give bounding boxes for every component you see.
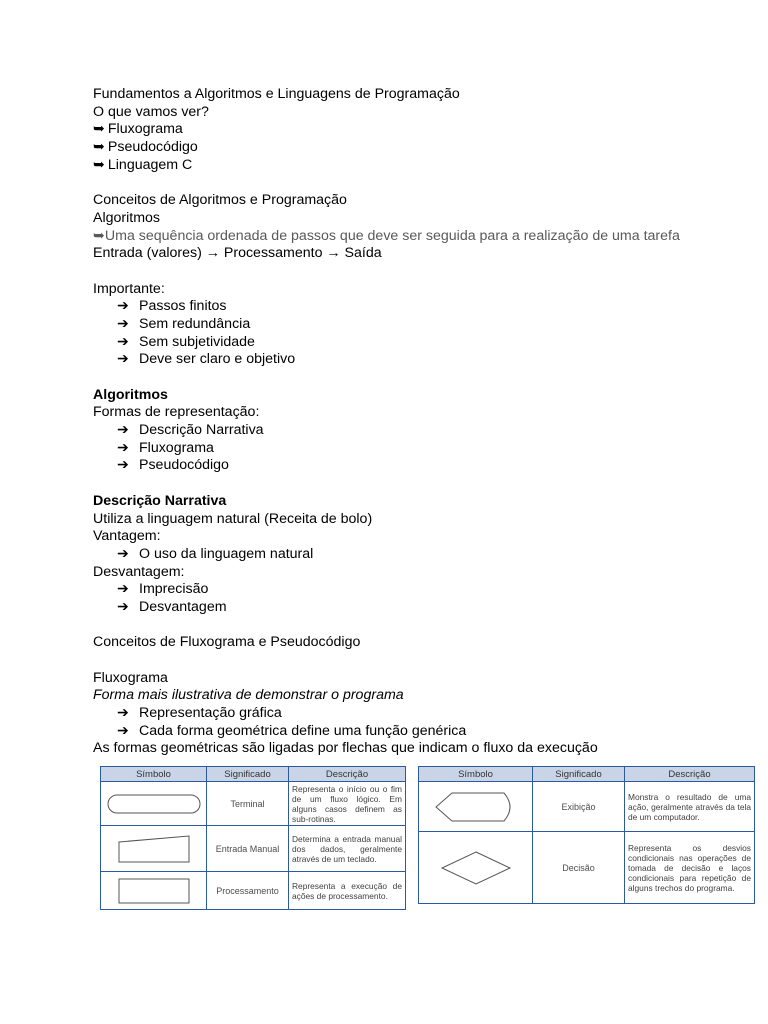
column-header: Significado xyxy=(207,767,289,782)
hook-arrow-icon: ➥ xyxy=(93,121,105,138)
narrativa-heading: Descrição Narrativa xyxy=(93,492,227,509)
arrow-icon: ➔ xyxy=(117,722,129,739)
decision-shape xyxy=(419,832,533,904)
flow-line: Entrada (valores) → Processamento → Saída xyxy=(93,245,382,262)
fluxograma-subtitle: Forma mais ilustrativa de demonstrar o programa xyxy=(93,687,404,704)
algorithm-definition: ➥Uma sequência ordenada de passos que deve ser seguida para a realização de uma tarefa xyxy=(93,227,680,244)
terminal-shape xyxy=(101,782,207,826)
symbol-meaning: Exibição xyxy=(533,782,625,832)
table-header-row xyxy=(419,767,755,782)
intro-question: O que vamos ver? xyxy=(93,103,209,120)
symbol-description: Representa a execução de ações de processamento. xyxy=(289,872,406,910)
table-row xyxy=(101,782,406,826)
arrow-icon: ➔ xyxy=(117,545,129,562)
document-body xyxy=(93,86,733,758)
manual-input-shape xyxy=(101,826,207,872)
list-item: ➔ Descrição Narrativa xyxy=(117,422,264,439)
column-header: Significado xyxy=(533,767,625,782)
intro-item: ➥ Pseudocódigo xyxy=(93,139,198,156)
column-header: Descrição xyxy=(289,767,406,782)
list-item: ➔ Cada forma geométrica define uma função genérica xyxy=(117,722,467,739)
importante-label: Importante: xyxy=(93,280,165,297)
narrativa-desc: Utiliza a linguagem natural (Receita de bolo) xyxy=(93,510,373,527)
arrow-icon: ➔ xyxy=(117,351,129,368)
arrow-icon: ➔ xyxy=(117,598,129,615)
symbols-table-right xyxy=(418,766,755,904)
list-item: ➔ Sem subjetividade xyxy=(117,333,255,350)
symbol-description: Monstra o resultado de uma ação, geralmente através da tela de um computador. xyxy=(625,782,755,832)
arrow-icon: ➔ xyxy=(117,581,129,598)
list-item: ➔ Passos finitos xyxy=(117,298,227,315)
vantagem-label: Vantagem: xyxy=(93,528,161,545)
table-row xyxy=(419,832,755,904)
column-header: Símbolo xyxy=(101,767,207,782)
symbols-table-left xyxy=(100,766,406,910)
symbol-meaning: Decisão xyxy=(533,832,625,904)
algoritmos-heading: Algoritmos xyxy=(93,386,168,403)
list-item: ➔ O uso da linguagem natural xyxy=(117,545,314,562)
list-item: ➔ Imprecisão xyxy=(117,581,209,598)
table-row xyxy=(419,782,755,832)
forms-label: Formas de representação: xyxy=(93,404,260,421)
list-item: ➔ Pseudocódigo xyxy=(117,457,229,474)
list-item: ➔ Desvantagem xyxy=(117,598,227,615)
symbol-description: Representa o início ou o fim de um fluxo lógico. Em alguns casos definem as sub-rotinas. xyxy=(289,782,406,826)
table-row xyxy=(101,826,406,872)
hook-arrow-icon: ➥ xyxy=(93,139,105,156)
arrow-icon: ➔ xyxy=(117,439,129,456)
column-header: Descrição xyxy=(625,767,755,782)
arrow-icon: ➔ xyxy=(117,422,129,439)
arrow-icon: ➔ xyxy=(117,315,129,332)
symbol-meaning: Processamento xyxy=(207,872,289,910)
concepts-heading: Conceitos de Algoritmos e Programação xyxy=(93,192,347,209)
table-row xyxy=(101,872,406,910)
list-item: ➔ Sem redundância xyxy=(117,315,251,332)
desvantagem-label: Desvantagem: xyxy=(93,563,185,580)
list-item: ➔ Deve ser claro e objetivo xyxy=(117,351,296,368)
algoritmos-label: Algoritmos xyxy=(93,209,161,226)
hook-arrow-icon: ➥ xyxy=(93,227,105,244)
symbol-description: Determina a entrada manual dos dados, geralmente através de um teclado. xyxy=(289,826,406,872)
list-item: ➔ Fluxograma xyxy=(117,439,214,456)
symbol-description: Representa os desvios condicionais nas operações de tomada de decisão e laços condicionais para repetição de alguns trechos do programa. xyxy=(625,832,755,904)
fluxo-pseudo-heading: Conceitos de Fluxograma e Pseudocódigo xyxy=(93,634,361,651)
arrow-icon: ➔ xyxy=(117,705,129,722)
arrow-icon: ➔ xyxy=(117,457,129,474)
arrow-icon: ➔ xyxy=(117,333,129,350)
intro-item: ➥ Linguagem C xyxy=(93,156,193,173)
process-shape xyxy=(101,872,207,910)
arrow-icon: ➔ xyxy=(117,298,129,315)
fluxograma-heading: Fluxograma xyxy=(93,669,168,686)
symbol-meaning: Terminal xyxy=(207,782,289,826)
symbol-meaning: Entrada Manual xyxy=(207,826,289,872)
list-item: ➔ Representação gráfica xyxy=(117,705,282,722)
column-header: Símbolo xyxy=(419,767,533,782)
fluxograma-closing: As formas geométricas são ligadas por flechas que indicam o fluxo da execução xyxy=(93,740,598,757)
intro-item: ➥ Fluxograma xyxy=(93,121,183,138)
display-shape xyxy=(419,782,533,832)
hook-arrow-icon: ➥ xyxy=(93,156,105,173)
table-header-row xyxy=(101,767,406,782)
doc-title: Fundamentos a Algoritmos e Linguagens de Programação xyxy=(93,86,460,102)
